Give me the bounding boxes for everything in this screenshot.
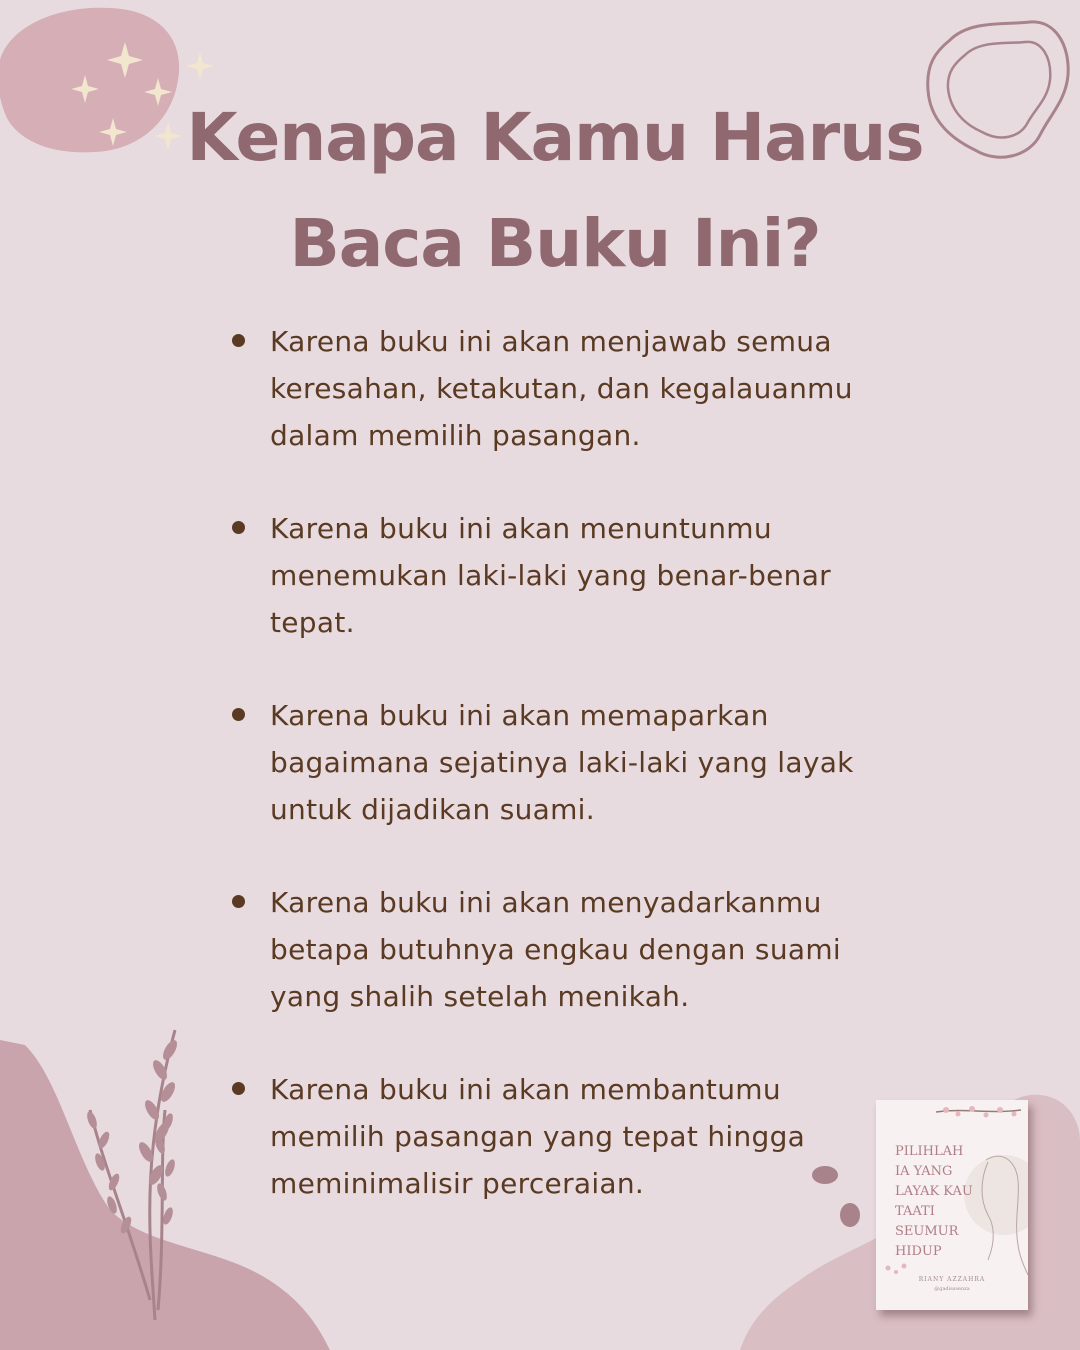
reason-text: Karena buku ini akan membantumu memilih pasangan yang tepat hingga meminimalisir perceraian. <box>270 1073 806 1200</box>
book-title-line: PILIHLAH <box>895 1144 964 1159</box>
reason-text: Karena buku ini akan memaparkan bagaimana sejatinya laki-laki yang layak untuk dijadikan suami. <box>270 699 854 826</box>
page-title <box>0 85 1080 297</box>
book-title-line: LAYAK KAU <box>895 1184 973 1199</box>
book-handle: @gadisssenza <box>934 1286 970 1292</box>
reason-text: Karena buku ini akan menjawab semua keresahan, ketakutan, dan kegalauanmu dalam memilih pasangan. <box>270 325 853 452</box>
bullet-dot-icon <box>232 895 245 908</box>
reason-text: Karena buku ini akan menyadarkanmu betapa butuhnya engkau dengan suami yang shalih setelah menikah. <box>270 886 841 1013</box>
reasons-list <box>232 318 882 1253</box>
book-cover <box>876 1100 1028 1310</box>
bullet-dot-icon <box>232 521 245 534</box>
bullet-dot-icon <box>232 708 245 721</box>
reason-text: Karena buku ini akan menuntunmu menemukan laki-laki yang benar-benar tepat. <box>270 512 831 639</box>
list-item <box>232 879 882 1020</box>
bullet-dot-icon <box>232 334 245 347</box>
book-title-line: IA YANG <box>895 1164 953 1179</box>
book-title-line: SEUMUR <box>895 1224 959 1239</box>
title-line-1: Kenapa Kamu Harus <box>186 99 924 176</box>
book-title <box>895 1142 1015 1262</box>
bullet-dot-icon <box>232 1082 245 1095</box>
list-item <box>232 505 882 646</box>
book-title-line: HIDUP <box>895 1244 942 1259</box>
title-line-2: Baca Buku Ini? <box>289 205 821 282</box>
list-item <box>232 1066 882 1207</box>
list-item <box>232 692 882 833</box>
book-title-line: TAATI <box>895 1204 935 1219</box>
book-author: RIANY AZZAHRA <box>918 1276 986 1283</box>
list-item <box>232 318 882 459</box>
